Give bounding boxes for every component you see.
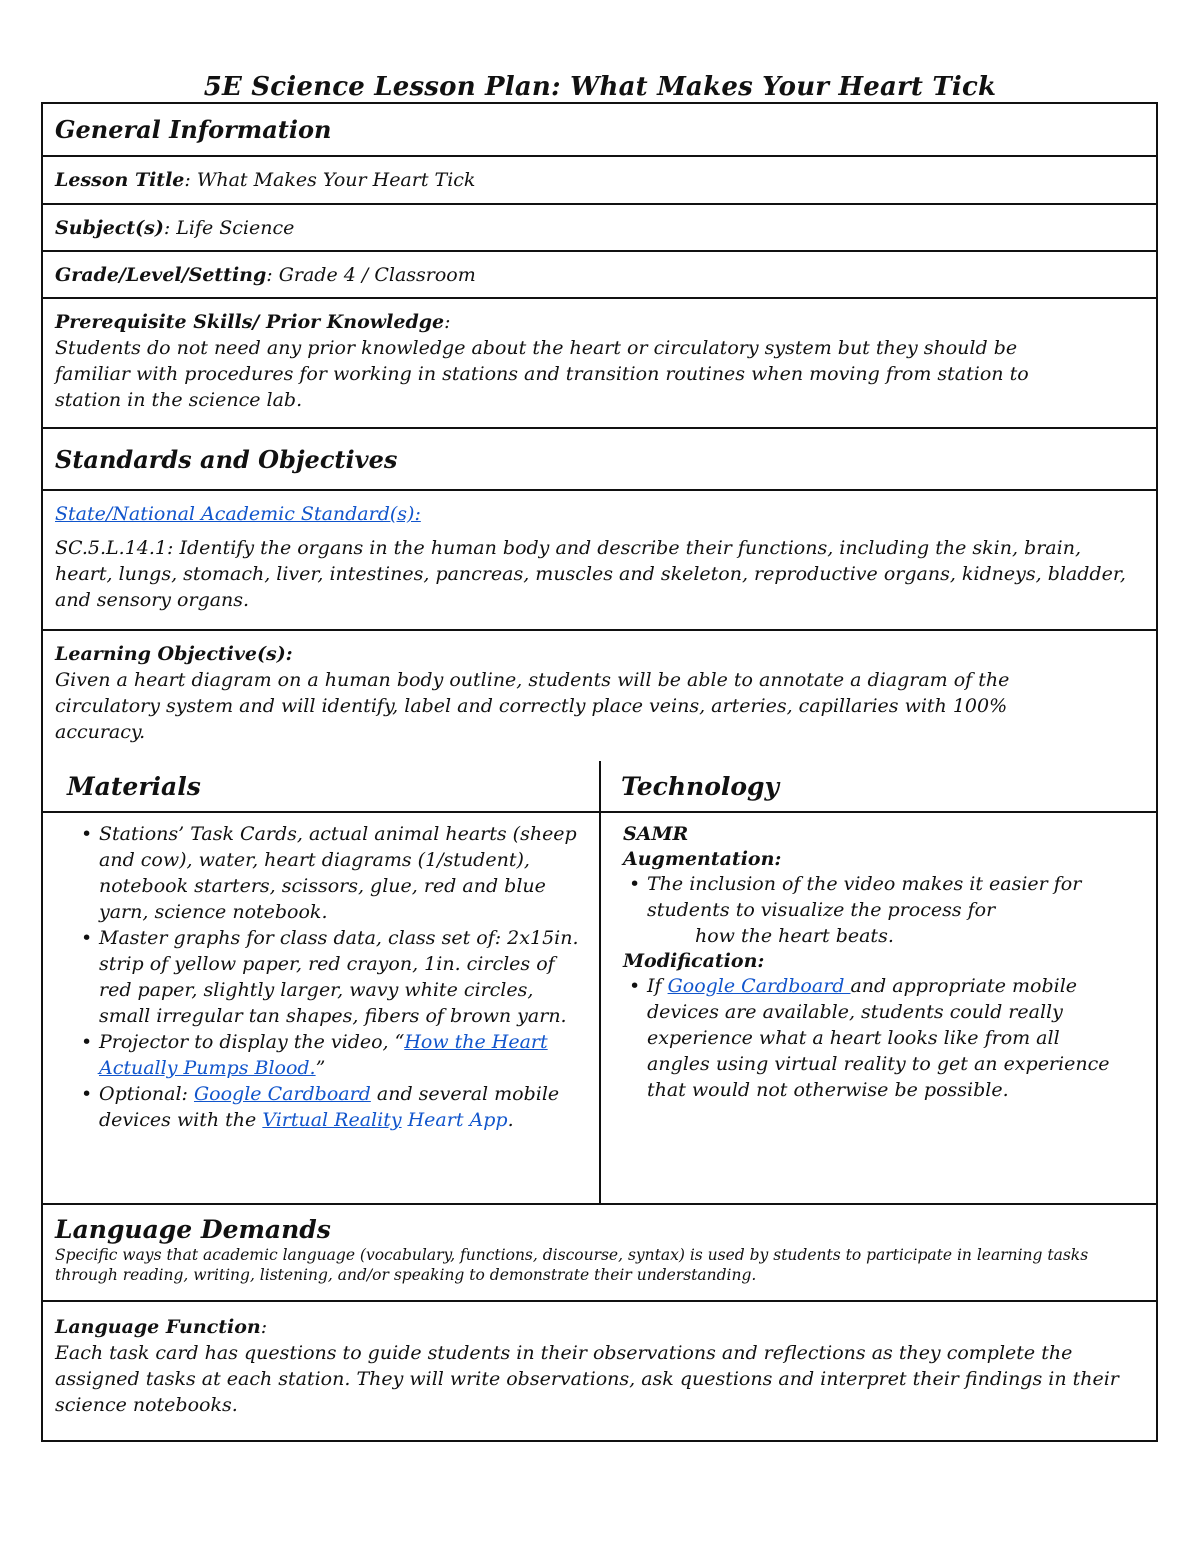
lesson-title-row (43, 157, 1156, 205)
prereq-row (43, 299, 1156, 429)
augmentation-list (623, 871, 1126, 949)
prereq-text: Students do not need any prior knowledge about the heart or circulatory system but they should be familiar with procedures for working in stations and transition routines when moving from station to station in the science lab. (55, 337, 1029, 411)
language-demands-description: Specific ways that academic language (vocabulary, functions, discourse, syntax) is used by students to participate in learning tasks through reading, writing, listening, and/or speaking to demonstrate their understanding. (55, 1246, 1089, 1284)
heart-pumps-video-link[interactable]: How the Heart Actually Pumps Blood. (99, 1031, 548, 1079)
general-info-heading-text: General Information (55, 115, 332, 144)
samr-label: SAMR (623, 823, 689, 845)
materials-item: • Stations’ Task Cards, actual animal hearts (sheep and cow), water, heart diagrams (1/student), notebook starters, scissors, glue, red and blue yarn, science notebook. (75, 821, 579, 925)
materials-column (43, 761, 601, 1203)
page-title: 5E Science Lesson Plan: What Makes Your Heart Tick (203, 72, 997, 102)
general-info-heading (43, 104, 1156, 157)
language-function-text: Each task card has questions to guide students in their observations and reflections as they complete the assigned tasks at each station. They will write observations, ask questions and interpret their findings in their science notebooks. (55, 1342, 1119, 1416)
materials-technology-row (43, 761, 1156, 1205)
subject-row (43, 205, 1156, 252)
standards-row (43, 491, 1156, 631)
materials-item: • Master graphs for class data, class set of: 2x15in. strip of yellow paper, red crayon, 1in. circles of red paper, slightly larger, wavy white circles, small irregular tan shapes, fibers of brown yarn. (75, 925, 579, 1029)
objective-text: Given a heart diagram on a human body outline, students will be able to annotate a diagram of the circulatory system and will identify, label and correctly place veins, arteries, capillaries with 100% accuracy. (55, 669, 1010, 743)
standards-heading-text: Standards and Objectives (55, 444, 398, 474)
heart-app-text[interactable]: Heart App (401, 1109, 508, 1131)
google-cardboard-link-2[interactable]: Google Cardboard (667, 975, 851, 997)
materials-item4-pre: Optional: (99, 1083, 194, 1105)
prereq-label: Prerequisite Skills/ Prior Knowledge (55, 311, 445, 333)
standards-link[interactable]: State/National Academic Standard(s): (55, 503, 421, 525)
lesson-plan-table (41, 102, 1158, 1442)
lesson-title-value: : What Makes Your Heart Tick (184, 169, 476, 191)
objective-row (43, 631, 1156, 761)
augmentation-label: Augmentation: (623, 848, 782, 870)
materials-item4-end: . (507, 1109, 514, 1131)
objective-label: Learning Objective(s): (55, 643, 293, 665)
grade-value: : Grade 4 / Classroom (266, 263, 476, 286)
materials-item3-pre: Projector to display the video, “ (99, 1031, 405, 1053)
virtual-reality-link[interactable]: Virtual Reality (262, 1109, 402, 1131)
language-function-label: Language Function (55, 1316, 261, 1338)
augmentation-item (623, 871, 1126, 949)
modification-list (623, 973, 1126, 1103)
technology-heading: Technology (601, 761, 1156, 813)
augmentation-text-cont: how the heart beats. (695, 925, 894, 947)
modification-text: and appropriate mobile devices are available, students could really experience what a heart looks like from all angles using virtual reality to get an experience that would not otherwise be possible. (647, 975, 1110, 1101)
modification-item (623, 973, 1126, 1103)
language-function-colon: : (260, 1316, 268, 1338)
language-function-row (43, 1302, 1156, 1440)
google-cardboard-link[interactable]: Google Cardboard (193, 1083, 371, 1105)
materials-item3-post: ” (315, 1057, 326, 1079)
materials-item4-mid: and several mobile devices with the (99, 1083, 560, 1131)
augmentation-text: The inclusion of the video makes it easier for students to visualize the process for (647, 873, 1082, 921)
subject-value: : Life Science (163, 216, 295, 239)
lesson-title-label: Lesson Title (55, 169, 185, 191)
subject-label: Subject(s) (55, 216, 164, 239)
modification-label: Modification: (623, 950, 765, 972)
materials-item (75, 1029, 579, 1081)
modification-pre: If (647, 975, 668, 997)
materials-heading: Materials (43, 761, 599, 813)
language-demands-heading: Language Demands (55, 1215, 331, 1244)
standard-text: SC.5.L.14.1: Identify the organs in the human body and describe their functions, including the skin, brain, heart, lungs, stomach, liver, intestines, pancreas, muscles and skeleton, reproductive organs, kidneys, bladder, and sensory organs. (55, 537, 1126, 611)
prereq-colon: : (444, 311, 451, 333)
materials-list (75, 821, 579, 1133)
materials-item (75, 1081, 579, 1133)
standards-heading (43, 429, 1156, 491)
grade-row (43, 252, 1156, 299)
technology-column (601, 761, 1156, 1203)
grade-label: Grade/Level/Setting (55, 263, 267, 286)
language-demands-row (43, 1205, 1156, 1302)
